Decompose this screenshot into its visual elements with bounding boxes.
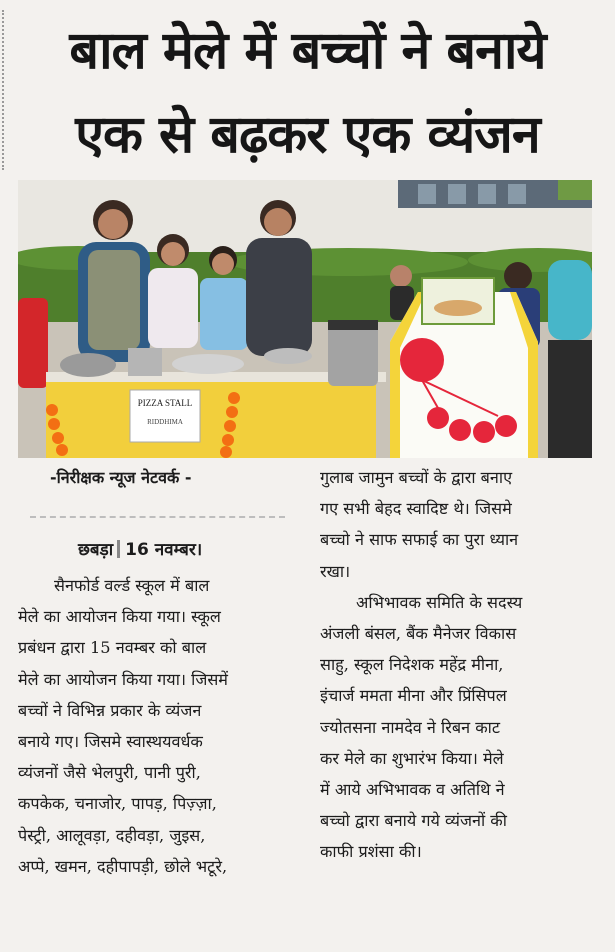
dateline-date: 16 नवम्बर। xyxy=(125,540,203,560)
body-line: कर मेले का शुभारंभ किया। मेले xyxy=(320,748,504,768)
body-line: काफी प्रशंसा की। xyxy=(320,842,422,862)
dateline-place: छबड़ा xyxy=(78,540,114,560)
news-photo xyxy=(18,180,592,458)
body-line: मेले का आयोजन किया गया। जिसमें xyxy=(18,669,228,689)
photo-sign-name: RIDDHIMA xyxy=(147,418,183,426)
body-line: गए सभी बेहद स्वादिष्ट थे। जिसमे xyxy=(320,499,512,519)
body-line: रखा। xyxy=(320,561,351,581)
body-line: कपकेक, चनाजोर, पापड़, पिज़्ज़ा, xyxy=(18,794,217,814)
previous-article-clipped-text xyxy=(0,0,615,8)
headline-line-2: एक से बढ़कर एक व्यंजन xyxy=(75,105,540,165)
body-line: मेले का आयोजन किया गया। स्कूल xyxy=(18,607,221,627)
body-line: में आये अभिभावक व अतिथि ने xyxy=(320,780,505,800)
dateline xyxy=(78,537,202,560)
body-line: व्यंजनों जैसे भेलपुरी, पानी पुरी, xyxy=(18,763,201,783)
article-column-left xyxy=(18,570,304,882)
byline-divider xyxy=(30,516,285,518)
body-line: बनाये गए। जिसमे स्वास्थयवर्धक xyxy=(18,732,203,752)
byline: -निरीक्षक न्यूज नेटवर्क - xyxy=(50,468,192,487)
headline-line-1: बाल मेले में बच्चों ने बनाये xyxy=(69,21,546,81)
body-line: सैनफोर्ड वर्ल्ड स्कूल में बाल xyxy=(54,576,210,595)
article-column-right xyxy=(320,462,608,868)
body-line: बच्चों ने विभिन्न प्रकार के व्यंजन xyxy=(18,700,202,720)
body-line: इंचार्ज ममता मीना और प्रिंसिपल xyxy=(320,686,507,706)
body-line: ज्योतसना नामदेव ने रिबन काट xyxy=(320,717,501,737)
body-line: पेस्ट्री, आलूवड़ा, दहीवड़ा, जुइस, xyxy=(18,825,206,845)
body-line: अप्पे, खमन, दहीपापड़ी, छोले भटूरे, xyxy=(18,856,228,876)
dateline-separator xyxy=(117,540,120,558)
body-line: साहु, स्कूल निदेशक महेंद्र मीना, xyxy=(320,655,504,675)
body-line: अभिभावक समिति के सदस्य xyxy=(356,592,523,612)
body-line: गुलाब जामुन बच्चों के द्वारा बनाए xyxy=(320,468,513,487)
body-line: बच्चो ने साफ सफाई का पुरा ध्यान xyxy=(320,530,519,550)
body-line: प्रबंधन द्वारा 15 नवम्बर को बाल xyxy=(18,638,207,658)
body-line: अंजली बंसल, बैंक मैनेजर विकास xyxy=(320,624,517,644)
photo-sign-title: PIZZA STALL xyxy=(137,398,193,408)
body-line: बच्चो द्वारा बनाये गये व्यंजनों की xyxy=(320,811,507,831)
